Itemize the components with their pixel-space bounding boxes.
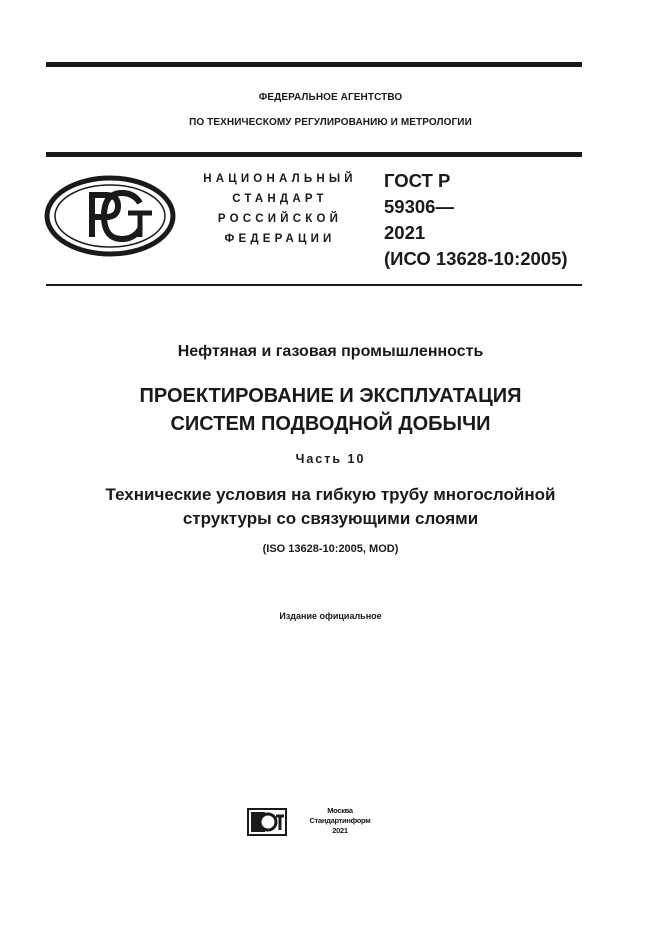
agency-line-1: ФЕДЕРАЛЬНОЕ АГЕНТСТВО (258, 92, 403, 103)
document-part: Часть 10 (295, 452, 366, 466)
iso-reference: (ISO 13628-10:2005, MOD) (262, 543, 399, 555)
publisher-year: 2021 (332, 826, 348, 835)
designation-rule (46, 284, 582, 286)
rst-logo-icon (44, 175, 176, 257)
standartinform-logo-icon (247, 806, 289, 838)
standard-type-line-4: ФЕДЕРАЦИИ (224, 233, 336, 245)
document-spec-line-2: структуры со связующими слоями (182, 509, 479, 528)
publisher-city: Москва (327, 806, 353, 815)
designation-line-2: 59306— (384, 196, 454, 217)
document-subtitle: Нефтяная и газовая промышленность (177, 343, 484, 360)
standard-type-line-2: СТАНДАРТ (232, 193, 328, 205)
document-spec-line-1: Технические условия на гибкую трубу многослойной (105, 485, 556, 504)
agency-line-2: ПО ТЕХНИЧЕСКОМУ РЕГУЛИРОВАНИЮ И МЕТРОЛОГИИ (189, 117, 472, 128)
standard-type-line-1: НАЦИОНАЛЬНЫЙ (203, 173, 357, 185)
standard-type-line-3: РОССИЙСКОЙ (217, 213, 343, 225)
document-title-line-1: ПРОЕКТИРОВАНИЕ И ЭКСПЛУАТАЦИЯ (139, 385, 522, 407)
designation-line-1: ГОСТ Р (384, 170, 451, 191)
designation-line-3: 2021 (384, 222, 426, 243)
document-title-line-2: СИСТЕМ ПОДВОДНОЙ ДОБЫЧИ (170, 413, 491, 435)
header-rule (46, 152, 582, 157)
publisher-name: Стандартинформ (309, 816, 371, 825)
top-rule (46, 62, 582, 67)
edition-label: Издание официальное (279, 611, 382, 621)
designation-line-4: (ИСО 13628-10:2005) (384, 248, 568, 269)
